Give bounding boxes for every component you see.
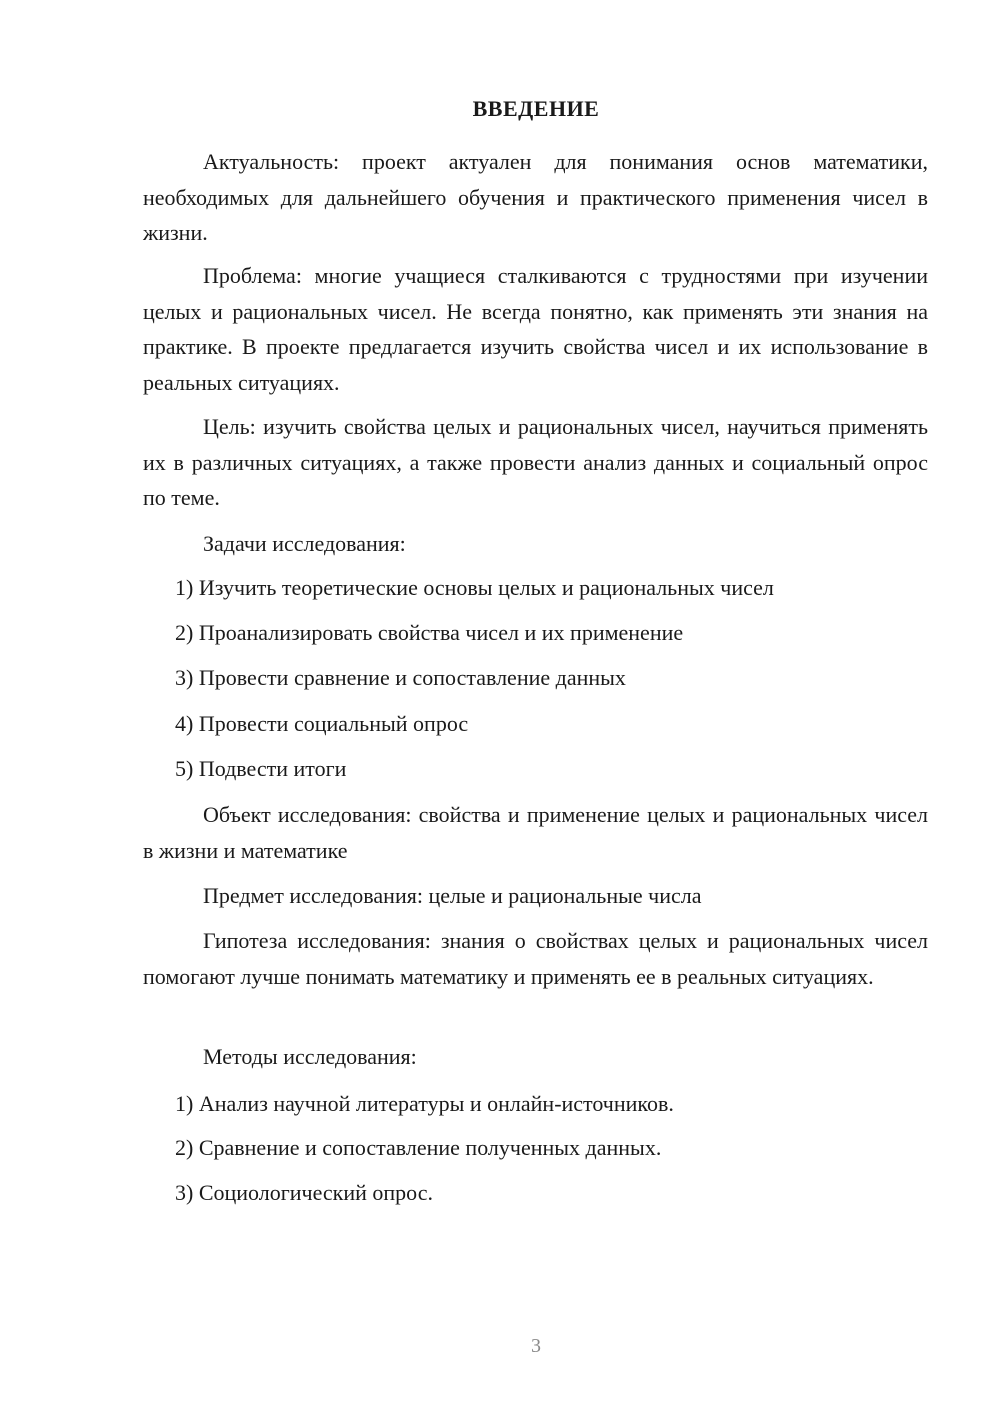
problem-paragraph: Проблема: многие учащиеся сталкиваются с трудностями при изучении целых и рациональных чисел. Не всегда понятно, как применять эти знания на практике. В проекте предлагается изучить свойства чисел и их использование в реальных ситуациях. [143, 263, 928, 395]
page-number: 3 [531, 1335, 541, 1357]
object-paragraph: Объект исследования: свойства и применение целых и рациональных чисел в жизни и математике [143, 802, 928, 863]
task-item: 5) Подвести итоги [175, 756, 347, 781]
task-item: 1) Изучить теоретические основы целых и рациональных чисел [175, 575, 774, 600]
subject-paragraph: Предмет исследования: целые и рациональные числа [203, 883, 702, 908]
relevance-paragraph: Актуальность: проект актуален для понимания основ математики, необходимых для дальнейшего обучения и практического применения чисел в жизни. [143, 149, 928, 245]
hypothesis-paragraph: Гипотеза исследования: знания о свойствах целых и рациональных чисел помогают лучше понимать математику и применять ее в реальных ситуациях. [143, 928, 928, 989]
page-title: ВВЕДЕНИЕ [472, 96, 600, 121]
goal-paragraph: Цель: изучить свойства целых и рациональных чисел, научиться применять их в различных ситуациях, а также провести анализ данных и социальный опрос по теме. [143, 414, 928, 510]
methods-heading: Методы исследования: [203, 1044, 417, 1069]
method-item: 2) Сравнение и сопоставление полученных данных. [175, 1135, 662, 1160]
task-item: 2) Проанализировать свойства чисел и их применение [175, 620, 684, 645]
method-item: 1) Анализ научной литературы и онлайн-источников. [175, 1091, 674, 1116]
task-item: 3) Провести сравнение и сопоставление данных [175, 665, 626, 690]
method-item: 3) Социологический опрос. [175, 1180, 433, 1205]
tasks-heading: Задачи исследования: [203, 531, 406, 556]
task-item: 4) Провести социальный опрос [175, 711, 469, 736]
